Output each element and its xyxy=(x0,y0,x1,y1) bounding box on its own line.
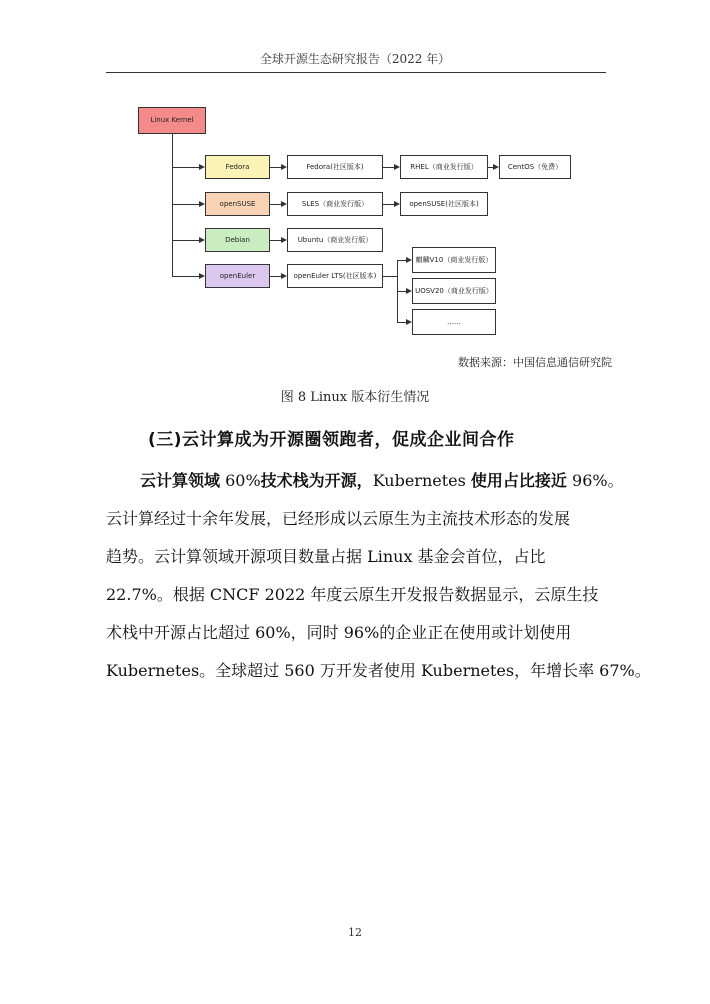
page-header: 全球开源生态研究报告（2022 年） xyxy=(259,52,451,66)
paragraph-line: Kubernetes。全球超过 560 万开发者使用 Kubernetes，年增长率 67%。 xyxy=(106,661,651,680)
node-rhel: RHEL（商业发行版） xyxy=(400,155,488,179)
lead-text: 96%。 xyxy=(566,471,624,490)
branch-line-fedora xyxy=(172,167,199,168)
connector xyxy=(270,204,281,205)
node-ubuntu: Ubuntu（商业发行版） xyxy=(287,228,383,252)
node-centos: CentOS（免费） xyxy=(499,155,571,179)
trunk-line xyxy=(172,134,173,276)
figure-caption: 图 8 Linux 版本衍生情况 xyxy=(280,390,430,405)
node-sles: SLES（商业发行版） xyxy=(287,192,383,216)
connector xyxy=(270,240,281,241)
branch-line-openeuler xyxy=(172,276,199,277)
node-debian: Debian xyxy=(205,228,270,252)
paragraph-line: 22.7%。根据 CNCF 2022 年度云原生开发报告数据显示，云原生技 xyxy=(106,585,599,604)
node-fedora-community: Fedora(社区版本) xyxy=(287,155,383,179)
connector xyxy=(270,167,281,168)
node-kylin: 麒麟V10（商业发行版） xyxy=(412,247,496,273)
connector xyxy=(397,260,406,261)
node-opensuse-community: openSUSE(社区版本) xyxy=(400,192,488,216)
paragraph-line: 趋势。云计算领域开源项目数量占据 Linux 基金会首位，占比 xyxy=(106,547,546,566)
connector xyxy=(397,322,406,323)
paragraph-lead-line xyxy=(106,462,624,500)
paragraph-line: 云计算经过十余年发展，已经形成以云原生为主流技术形态的发展 xyxy=(106,509,571,528)
page-number: 12 xyxy=(348,926,362,939)
node-uos: UOSV20（商业发行版） xyxy=(412,278,496,304)
paragraph-line: 术栈中开源占比超过 60%，同时 96%的企业正在使用或计划使用 xyxy=(106,623,572,642)
lead-bold-text: 技术栈为开源， xyxy=(260,471,373,490)
body-paragraph xyxy=(106,462,651,690)
lead-text: 60% xyxy=(220,471,261,490)
node-fedora: Fedora xyxy=(205,155,270,179)
node-ellipsis: …… xyxy=(412,309,496,335)
connector xyxy=(383,204,394,205)
lead-text: Kubernetes xyxy=(372,471,471,490)
lead-bold-text: 使用占比接近 xyxy=(470,471,567,490)
branch-line-opensuse xyxy=(172,204,199,205)
node-openeuler-lts: openEuler LTS(社区版本) xyxy=(287,264,383,288)
linux-derivation-diagram xyxy=(0,0,710,360)
branch-line-debian xyxy=(172,240,199,241)
lead-bold-text: 云计算领域 xyxy=(140,471,221,490)
connector xyxy=(270,276,281,277)
node-opensuse: openSUSE xyxy=(205,192,270,216)
node-openeuler: openEuler xyxy=(205,264,270,288)
node-linux-kernel: Linux Kernel xyxy=(138,107,206,134)
connector xyxy=(383,276,397,277)
data-source: 数据来源：中国信息通信研究院 xyxy=(458,356,612,369)
connector xyxy=(383,167,394,168)
connector xyxy=(397,291,406,292)
section-heading: (三)云计算成为开源圈领跑者，促成企业间合作 xyxy=(148,430,515,450)
